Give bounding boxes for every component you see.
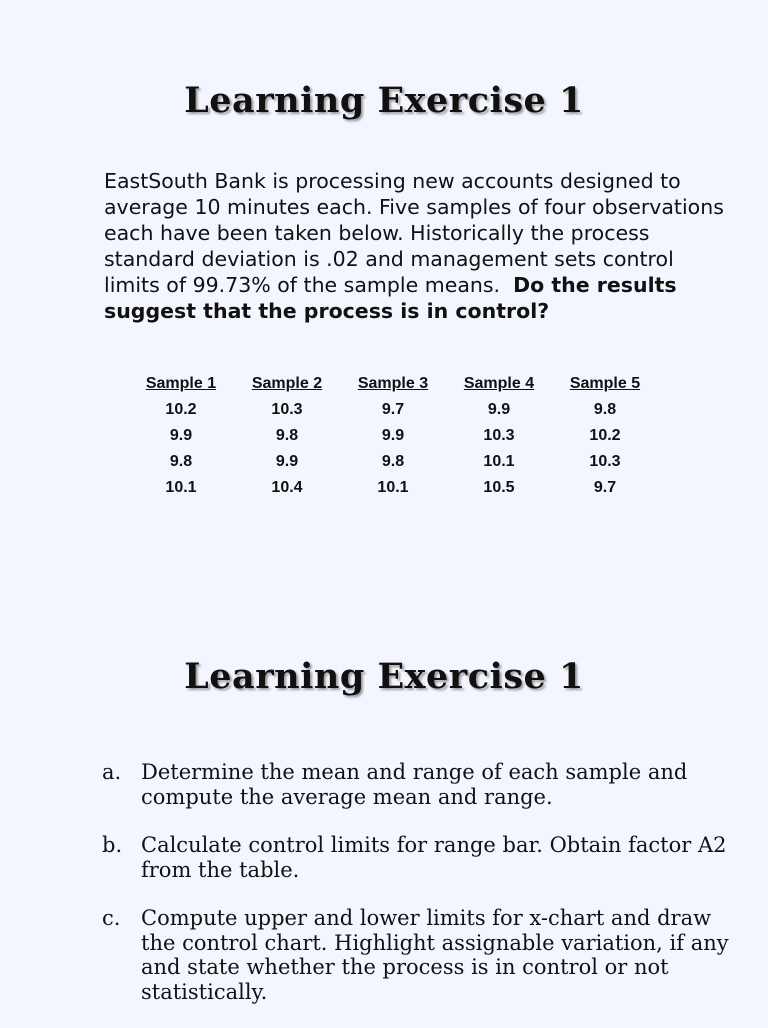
column-header: Sample 2 [251,375,323,392]
table-cell: 9.9 [381,427,405,444]
problem-text: EastSouth Bank is processing new accounts designed to average 10 minutes each. Five samples of four observations each have been taken below. Historically the process standard deviation is .02 and management sets control limits of 99.73% of the sample means. [104,169,724,297]
table-cell: 9.9 [487,401,511,418]
list-item-text: Calculate control limits for range bar. Obtain factor A2 from the table. [141,833,727,882]
table-cell: 9.8 [169,453,193,470]
list-item [102,833,732,882]
table-cell: 9.7 [381,401,405,418]
table-cell: 10.4 [271,479,303,496]
list-marker: b. [102,833,123,857]
table-row [128,423,658,449]
table-cell: 9.9 [169,427,193,444]
table-cell: 10.3 [483,427,515,444]
table-row [128,449,658,475]
list-marker: c. [102,906,121,930]
slide-1-title: Learning Exercise 1 [184,80,584,121]
column-header: Sample 5 [569,375,641,392]
table-cell: 10.3 [271,401,303,418]
problem-question: Do the results suggest that the process is in control? [104,273,677,323]
table-cell: 9.8 [381,453,405,470]
table-cell: 10.1 [483,453,515,470]
table-cell: 10.3 [589,453,621,470]
list-item [102,760,732,809]
table-row [128,475,658,501]
list-marker: a. [102,760,122,784]
table-cell: 10.1 [377,479,409,496]
table-cell: 9.8 [275,427,299,444]
table-cell: 9.8 [593,401,617,418]
problem-statement [104,168,724,324]
column-header: Sample 1 [145,375,217,392]
column-header: Sample 3 [357,375,429,392]
table-cell: 10.1 [165,479,197,496]
column-header: Sample 4 [463,375,535,392]
table-cell: 9.7 [593,479,617,496]
table-header-row [128,371,658,397]
task-list [102,760,732,1028]
list-item [102,906,732,1004]
table-cell: 10.5 [483,479,515,496]
table-cell: 10.2 [589,427,621,444]
table-cell: 10.2 [165,401,197,418]
table-row [128,397,658,423]
samples-table [128,371,658,501]
slide-2-title: Learning Exercise 1 [184,656,584,697]
list-item-text: Determine the mean and range of each sample and compute the average mean and range. [141,760,688,809]
list-item-text: Compute upper and lower limits for x-chart and draw the control chart. Highlight assignable variation, if any and state whether the process is in control or not statistically. [141,906,729,1004]
table-cell: 9.9 [275,453,299,470]
